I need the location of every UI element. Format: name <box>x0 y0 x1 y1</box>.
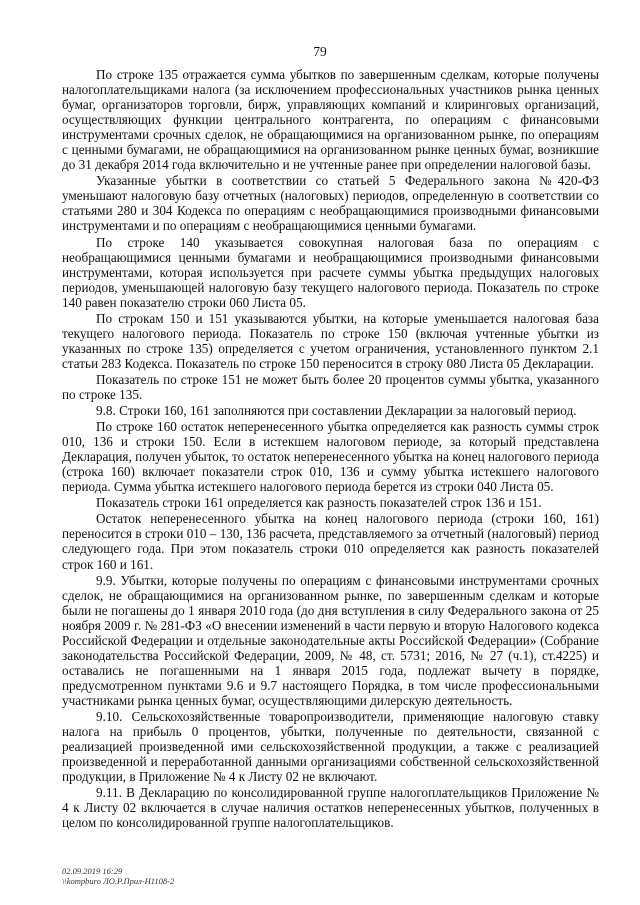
paragraph: По строкам 150 и 151 указываются убытки, на которые уменьшается налоговая база текущего налогового периода. Показатель по строке 150 (включая учтенные убытки из указанных по строке 135) определяется с учетом ограничения, установленного пунктом 2.1 статьи 283 Кодекса. Показатель по строке 150 переносится в строку 080 Листа 05 Декларации. <box>62 310 599 371</box>
paragraph: 9.8. Строки 160, 161 заполняются при составлении Декларации за налоговый период. <box>96 403 577 419</box>
paragraph: Показатель по строке 151 не может быть более 20 процентов суммы убытка, указанного по строке 135. <box>62 371 599 402</box>
footer-file-path: \\kompburo ЛО.Р.Прил-Н1108-2 <box>62 876 175 886</box>
paragraph: 9.11. В Декларацию по консолидированной группе налогоплательщиков Приложение № 4 к Листу 02 включается в случае наличия остатков неперенесенных убытков, полученных в целом по консолидированной группе налогоплательщиков. <box>62 785 599 831</box>
paragraph: Остаток неперенесенного убытка на конец налогового периода (строки 160, 161) переносится в строки 010 – 130, 136 расчета, представляемого за отчетный (налоговый) период следующего года. При этом показатель строки 010 определяется как разность показателей строк 160 и 161. <box>62 511 599 572</box>
footer-timestamp: 02.09.2019 16:29 <box>62 866 123 876</box>
paragraph: По строке 140 указывается совокупная налоговая база по операциям с необращающимися ценными бумагами и необращающимися производными финансовыми инструментами, которая используется при расчете суммы убытка предыдущих налоговых периодов, уменьшающей налоговую базу текущего налогового периода. Показатель по строке 140 равен показателю строки 060 Листа 05. <box>62 234 599 310</box>
paragraph: По строке 160 остаток неперенесенного убытка определяется как разность суммы строк 010, 136 и строки 150. Если в истекшем налоговом периоде, за который представлена Декларация, получен убыток, то остаток неперенесенного убытка на конец налогового периода (строка 160) включает показатели строк 010, 136 и сумму убытка истекшего налогового периода. Сумма убытка истекшего налогового периода берется из строки 040 Листа 05. <box>62 419 599 495</box>
document-footer <box>62 866 174 886</box>
page-number: 79 <box>313 44 327 59</box>
document-body <box>62 67 599 831</box>
paragraph: Показатель строки 161 определяется как разность показателей строк 136 и 151. <box>96 495 542 511</box>
paragraph: По строке 135 отражается сумма убытков по завершенным сделкам, которые получены налогоплательщиками налога (за исключением профессиональных участников рынка ценных бумаг, организаторов торговли, бирж, управляющих компаний и клиринговых организаций, осуществляющих функции центрального контрагента, по операциям с финансовыми инструментами срочных сделок, не обращающимися на организованном рынке, по операциям с ценными бумагами, не обращающимися на организованном рынке ценных бумаг, возникшие до 31 декабря 2014 года включительно и не учтенные ранее при определении налоговой базы. <box>62 67 599 173</box>
paragraph: 9.10. Сельскохозяйственные товаропроизводители, применяющие налоговую ставку налога на прибыль 0 процентов, убытки, полученные по деятельности, связанной с реализацией произведенной ими сельскохозяйственной продукции, а также с реализацией произведенной и переработанной данными организациями собственной сельскохозяйственной продукции, в Приложение № 4 к Листу 02 не включают. <box>62 708 599 785</box>
paragraph: 9.9. Убытки, которые получены по операциям с финансовыми инструментами срочных сделок, не обращающимися на организованном рынке, по завершенным сделкам и которые были не погашены до 1 января 2010 года (до дня вступления в силу Федерального закона от 25 ноября 2009 г. № 281-ФЗ «О внесении изменений в части первую и вторую Налогового кодекса Российской Федерации и отдельные законодательные акты Российской Федерации» (Собрание законодательства Российской Федерации, 2009, № 48, ст. 5731; 2016, № 27 (ч.1), ст.4225) и оставались не погашенными на 1 января 2015 года, подлежат вычету в порядке, предусмотренном пунктами 9.6 и 9.7 настоящего Порядка, в том числе профессиональными участниками рынка ценных бумаг, осуществляющими дилерскую деятельность. <box>62 572 599 708</box>
paragraph: Указанные убытки в соответствии со статьей 5 Федерального закона №420-ФЗ уменьшают налоговую базу отчетных (налоговых) периодов, определенную в соответствии со статьями 280 и 304 Кодекса по операциям с необращающимися производными финансовыми инструментами и по операциям с необращающимися ценными бумагами. <box>62 173 599 234</box>
